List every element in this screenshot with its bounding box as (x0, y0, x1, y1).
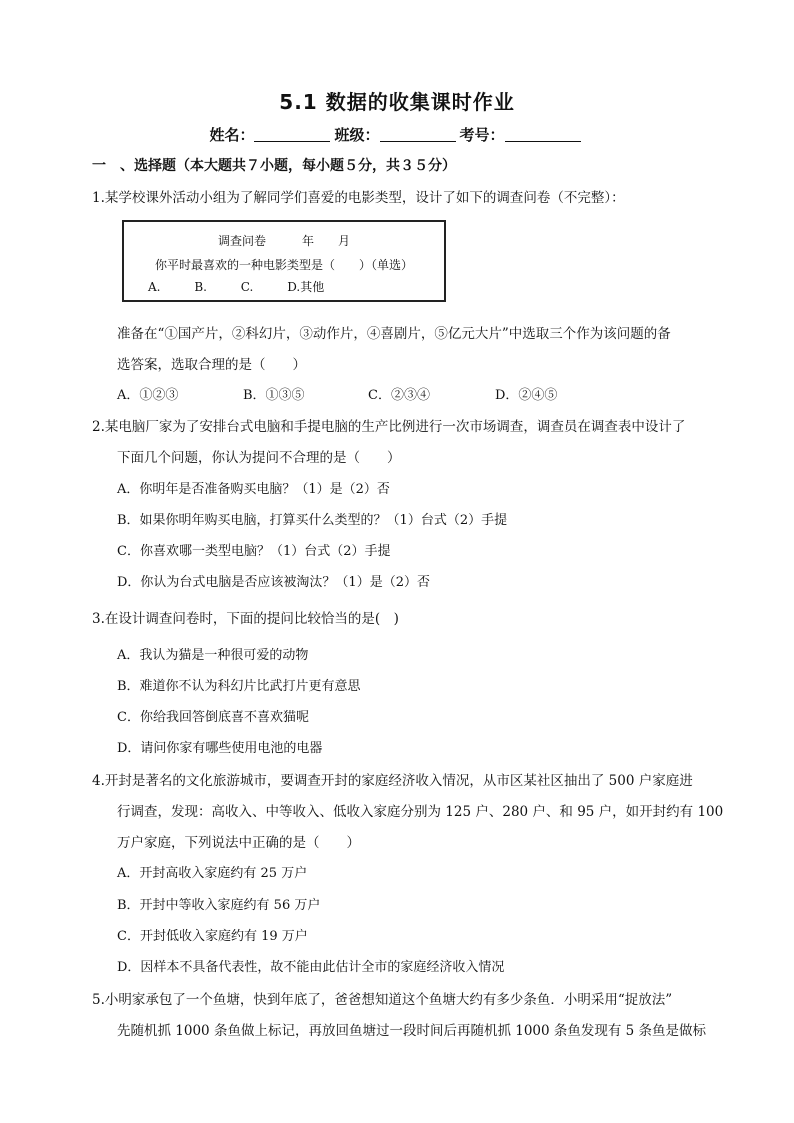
student-info-line (0, 124, 794, 145)
exam-no-label: 考号： (459, 126, 505, 144)
page-title: 5.1 数据的收集课时作业 (279, 90, 515, 114)
q4-stem-line1: 4.开封是著名的文化旅游城市，要调查开封的家庭经济收入情况，从市区某社区抽出了 500 户家庭进 (92, 773, 693, 789)
q1-option-d: D．②④⑤ (495, 388, 558, 403)
q2-option-a: A．你明年是否准备购买电脑？（1）是（2）否 (117, 482, 390, 497)
q5-stem-line2: 先随机抓 1000 条鱼做上标记，再放回鱼塘过一段时间后再随机抓 1000 条鱼发现有 5 条鱼是做标 (117, 1023, 707, 1039)
name-blank (254, 127, 330, 142)
q3-option-b: B．难道你不认为科幻片比武打片更有意思 (117, 679, 361, 694)
q3-option-a: A．我认为猫是一种很可爱的动物 (117, 648, 309, 663)
q2-stem-line2: 下面几个问题，你认为提问不合理的是（ ） (117, 450, 401, 466)
q2-stem-line1: 2.某电脑厂家为了安排台式电脑和手提电脑的生产比例进行一次市场调查，调查员在调查表中设计了 (92, 419, 686, 435)
q1-stem: 1.某学校课外活动小组为了解同学们喜爱的电影类型，设计了如下的调查问卷（不完整）： (92, 190, 625, 206)
q4-option-a: A．开封高收入家庭约有 25 万户 (117, 866, 308, 881)
q2-option-b: B．如果你明年购买电脑，打算买什么类型的？（1）台式（2）手提 (117, 513, 508, 528)
q2-option-c: C．你喜欢哪一类型电脑？（1）台式（2）手提 (117, 544, 391, 559)
q1-option-b: B．①③⑤ (243, 388, 305, 403)
q3-option-c: C．你给我回答倒底喜不喜欢猫呢 (117, 710, 309, 725)
q1-option-c: C．②③④ (368, 388, 430, 403)
q4-stem-line2: 行调查，发现：高收入、中等收入、低收入家庭分别为 125 户、280 户、和 95 户，如开封约有 100 (117, 804, 724, 820)
survey-question: 你平时最喜欢的一种电影类型是（ ）（单选） (154, 258, 413, 272)
q3-option-d: D．请问你家有哪些使用电池的电器 (117, 741, 323, 756)
section-heading: 一 、选择题（本大题共７小题，每小题５分，共３５分） (92, 158, 456, 174)
class-label: 班级： (334, 126, 380, 144)
q4-option-b: B．开封中等收入家庭约有 56 万户 (117, 898, 321, 913)
exam-no-blank (505, 127, 581, 142)
survey-option-a: A. (148, 280, 161, 294)
survey-option-b: B. (194, 280, 207, 294)
survey-options (148, 278, 468, 295)
q4-stem-line3: 万户家庭，下列说法中正确的是（ ） (117, 835, 360, 851)
q1-text-line1: 准备在“①国产片，②科幻片，③动作片，④喜剧片，⑤亿元大片”中选取三个作为该问题的备 (117, 326, 671, 342)
q1-option-a: A．①②③ (117, 388, 179, 403)
survey-title: 调查问卷 年 月 (217, 234, 350, 248)
class-blank (380, 127, 456, 142)
q1-text-line2: 选答案，选取合理的是（ ） (117, 357, 306, 373)
q4-option-c: C．开封低收入家庭约有 19 万户 (117, 929, 308, 944)
q4-option-d: D．因样本不具备代表性，故不能由此估计全市的家庭经济收入情况 (117, 960, 505, 975)
q3-stem: 3.在设计调查问卷时，下面的提问比较恰当的是( ) (92, 611, 399, 627)
survey-option-c: C. (240, 280, 254, 294)
q2-option-d: D．你认为台式电脑是否应该被淘汰？（1）是（2）否 (117, 575, 430, 590)
survey-questionnaire-box (122, 220, 446, 302)
q5-stem-line1: 5.小明家承包了一个鱼塘，快到年底了，爸爸想知道这个鱼塘大约有多少条鱼．小明采用“捉放法” (92, 992, 673, 1008)
survey-option-d: D.其他 (287, 280, 325, 294)
name-label: 姓名： (209, 126, 255, 144)
